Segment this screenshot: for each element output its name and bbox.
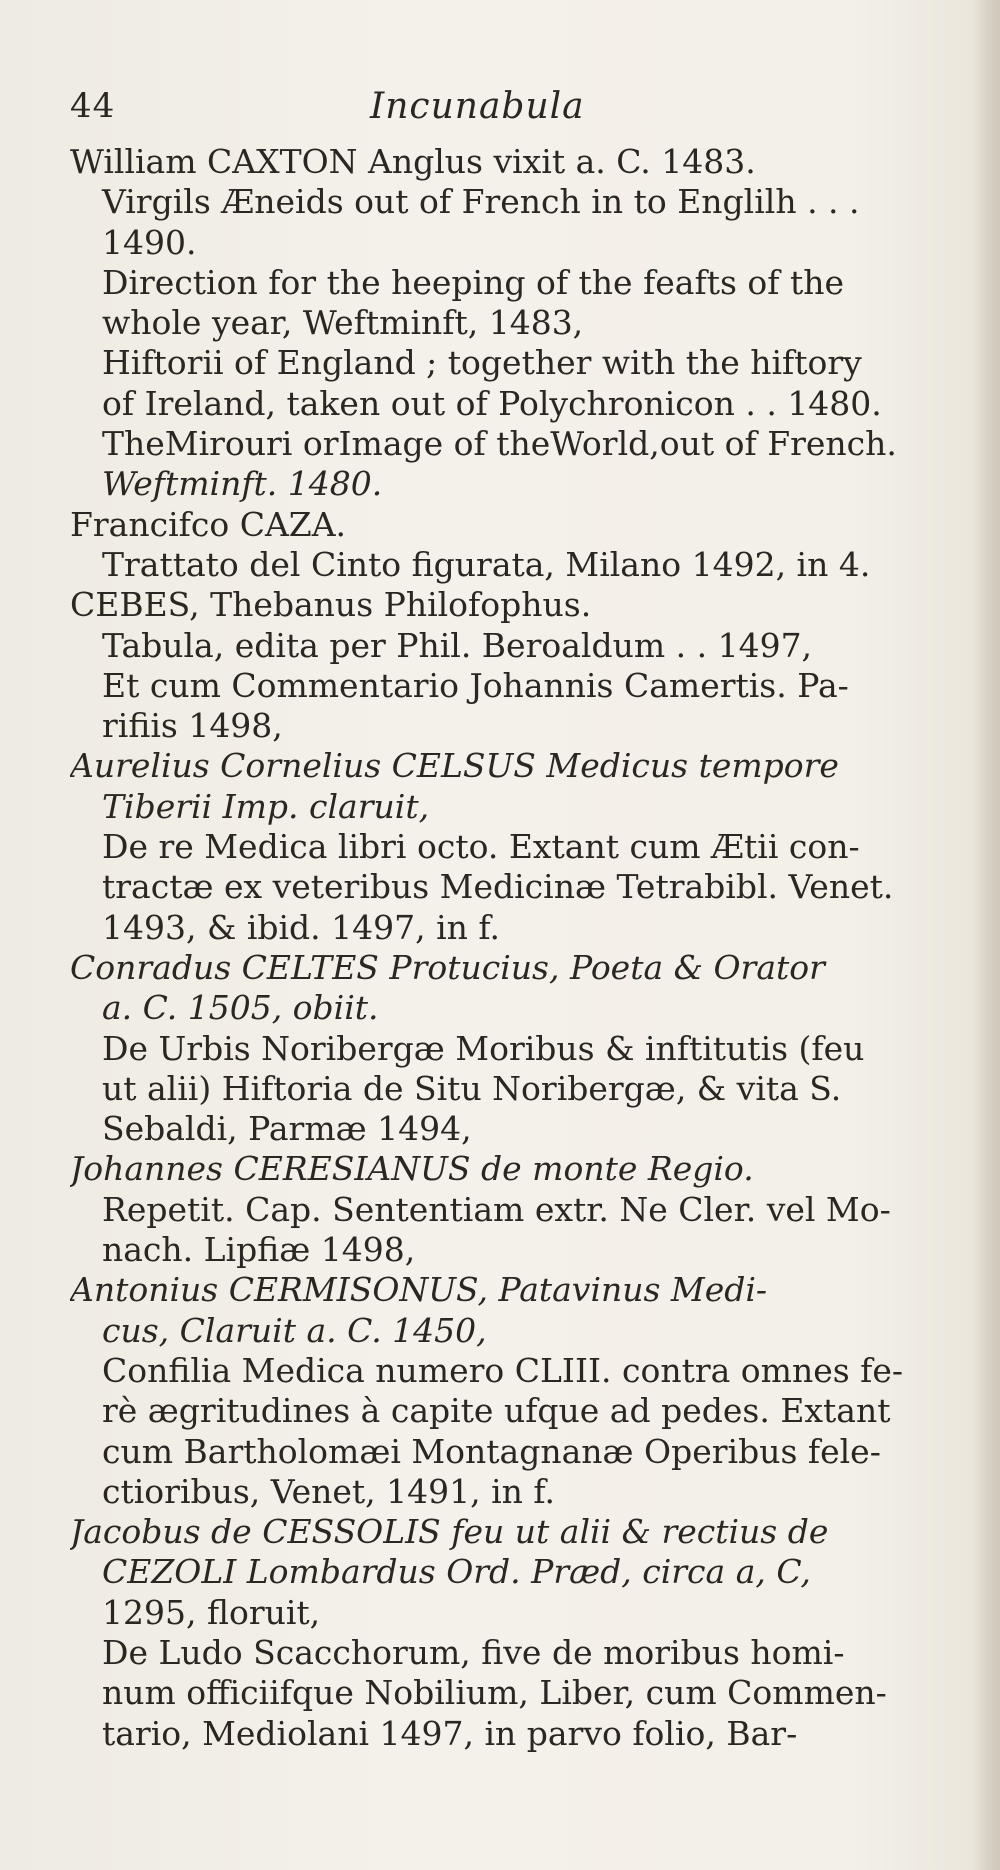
- text-line: Trattato del Cinto figurata, Milano 1492, in 4.: [102, 544, 871, 584]
- text-line: tario, Mediolani 1497, in parvo folio, Bar-: [102, 1713, 798, 1753]
- text-line: nach. Lipfiæ 1498,: [102, 1230, 416, 1270]
- text-line: cum Bartholomæi Montagnanæ Operibus fele-: [102, 1431, 881, 1471]
- text-line: ctioribus, Venet, 1491, in f.: [102, 1471, 555, 1511]
- text-line: Repetit. Cap. Sententiam extr. Ne Cler. vel Mo-: [102, 1189, 891, 1229]
- text-line: Conradus CELTES Protucius, Poeta & Orator: [70, 947, 825, 987]
- text-line: Antonius CERMISONUS, Patavinus Medi-: [70, 1270, 768, 1310]
- text-line: TheMirouri orImage of theWorld,out of French.: [102, 424, 897, 464]
- text-line: William CAXTON Anglus vixit a. C. 1483.: [70, 142, 756, 181]
- text-line: num officiifque Nobilium, Liber, cum Commen-: [102, 1673, 887, 1713]
- running-head: [70, 86, 930, 146]
- text-line: 1295, floruit,: [102, 1592, 321, 1632]
- text-line: Francifco CAZA.: [70, 504, 347, 544]
- text-line: of Ireland, taken out of Polychronicon . . 1480.: [102, 383, 882, 423]
- text-line: Sebaldi, Parmæ 1494,: [102, 1109, 472, 1149]
- text-line: De Urbis Noribergæ Moribus & inftitutis (feu: [102, 1028, 865, 1068]
- text-line: whole year, Weftminft, 1483,: [102, 303, 584, 343]
- text-line: Direction for the heeping of the feafts of the: [102, 262, 845, 302]
- text-line: 1490.: [102, 222, 197, 262]
- text-line: De re Medica libri octo. Extant cum Ætii con-: [102, 827, 860, 867]
- text-line: cus, Claruit a. C. 1450,: [102, 1310, 487, 1350]
- text-line: Tabula, edita per Phil. Beroaldum . . 1497,: [102, 625, 813, 665]
- text-line: Weftminft. 1480.: [102, 464, 383, 504]
- running-title: Incunabula: [370, 86, 585, 127]
- text-line: rè ægritudines à capite ufque ad pedes. Extant: [102, 1391, 891, 1431]
- text-line: tractæ ex veteribus Medicinæ Tetrabibl. Venet.: [102, 867, 894, 907]
- text-line: De Ludo Scacchorum, five de moribus homi-: [102, 1632, 845, 1672]
- text-line: 1493, & ibid. 1497, in f.: [102, 907, 500, 947]
- text-line: Hiftorii of England ; together with the hiftory: [102, 343, 862, 383]
- text-line: Virgils Æneids out of French in to Englilh . . .: [102, 182, 860, 222]
- text-line: rifiis 1498,: [102, 706, 283, 746]
- text-line: Et cum Commentario Johannis Camertis. Pa-: [102, 665, 849, 705]
- text-line: Jacobus de CESSOLIS feu ut alii & rectius de: [70, 1512, 829, 1552]
- page-gutter-shadow: [972, 0, 1000, 1870]
- text-line: CEZOLI Lombardus Ord. Præd, circa a, C,: [102, 1552, 811, 1592]
- text-line: a. C. 1505, obiit.: [102, 988, 379, 1028]
- text-line: Confilia Medica numero CLIII. contra omnes fe-: [102, 1350, 904, 1390]
- page-number: 44: [70, 86, 116, 126]
- catalogue-text: [70, 142, 950, 1754]
- text-line: Aurelius Cornelius CELSUS Medicus tempore: [70, 746, 839, 786]
- text-line: Johannes CERESIANUS de monte Regio.: [70, 1149, 754, 1189]
- text-line: Tiberii Imp. claruit,: [102, 786, 430, 826]
- text-line: ut alii) Hiftoria de Situ Noribergæ, & vita S.: [102, 1068, 842, 1108]
- text-line: CEBES, Thebanus Philofophus.: [70, 585, 592, 625]
